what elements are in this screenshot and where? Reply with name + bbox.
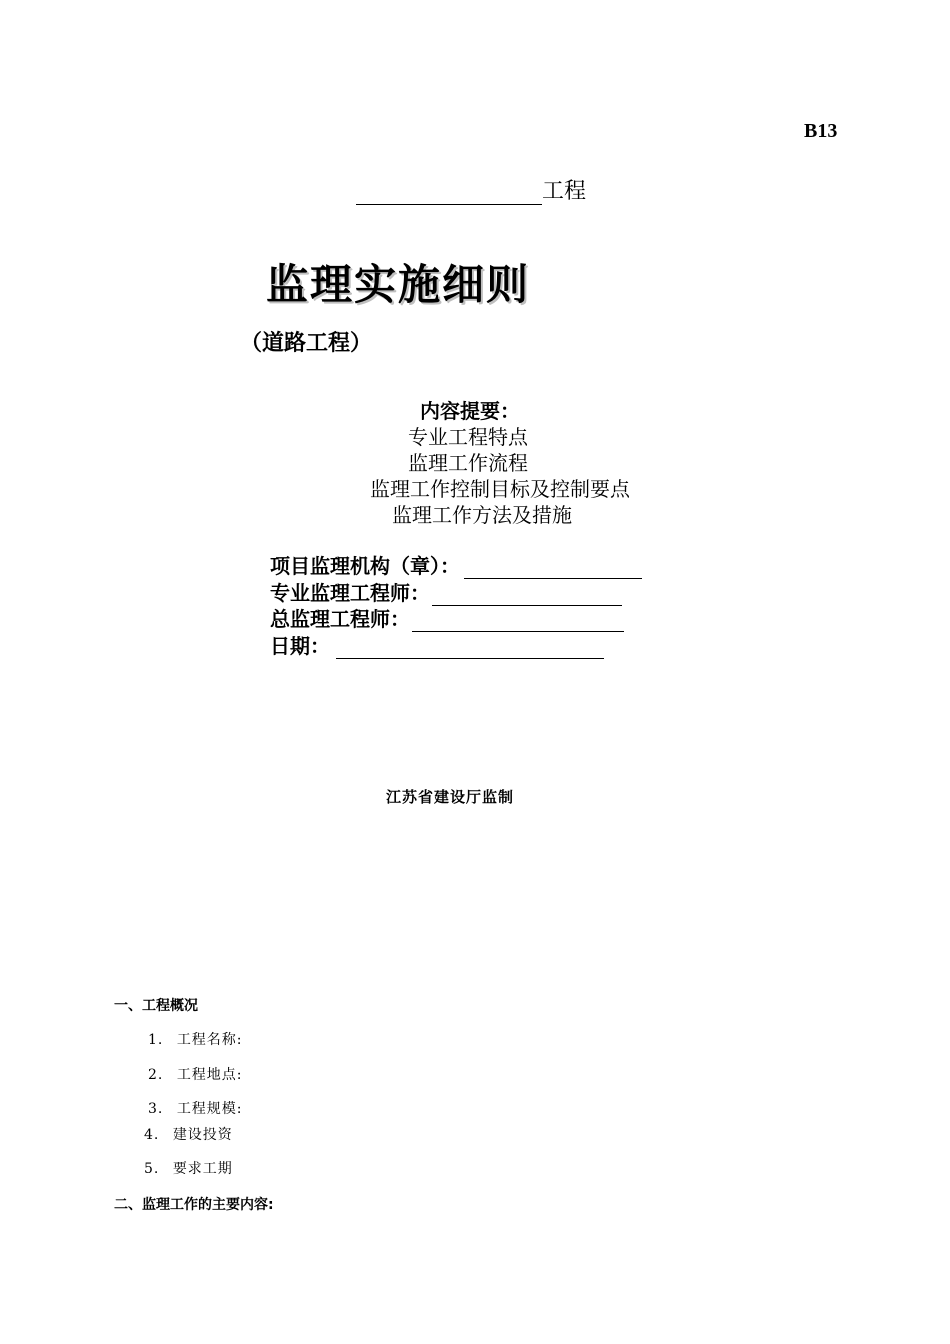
- signature-label: 项目监理机构（章）：: [270, 554, 460, 578]
- document-title: 监理实施细则: [266, 260, 531, 309]
- list-item-number: 5.: [144, 1161, 160, 1177]
- section-heading: 一、工程概况: [114, 998, 198, 1014]
- summary-item: 监理工作控制目标及控制要点: [370, 477, 630, 501]
- list-item-text: 工程规模:: [176, 1101, 243, 1117]
- project-suffix: 工程: [542, 179, 587, 204]
- project-name-line: [356, 174, 586, 205]
- signature-label: 专业监理工程师：: [270, 581, 430, 605]
- list-item-number: 1.: [148, 1032, 164, 1048]
- list-item-text: 建设投资: [172, 1127, 233, 1143]
- list-item-text: 工程名称:: [176, 1032, 243, 1048]
- signature-row-chief: [270, 603, 624, 632]
- signature-line: [412, 609, 624, 632]
- summary-heading: 内容提要：: [420, 399, 520, 423]
- signature-label: 总监理工程师：: [270, 607, 410, 631]
- list-item: [148, 1064, 243, 1084]
- list-item-number: 3.: [148, 1101, 164, 1117]
- summary-item: 监理工作方法及措施: [392, 503, 572, 527]
- signature-label: 日期：: [270, 634, 330, 658]
- signature-row-agency: [270, 550, 642, 579]
- list-item-text: 要求工期: [172, 1161, 233, 1177]
- list-item: [148, 1098, 243, 1118]
- list-item: [144, 1124, 233, 1144]
- section-heading: 二、监理工作的主要内容:: [114, 1197, 274, 1213]
- list-item: [144, 1158, 233, 1178]
- signature-line: [464, 556, 642, 579]
- document-subtitle: （道路工程）: [240, 331, 373, 356]
- list-item-text: 工程地点:: [176, 1067, 243, 1083]
- list-item-number: 2.: [148, 1067, 164, 1083]
- signature-row-specialist: [270, 577, 622, 606]
- summary-item: 监理工作流程: [408, 451, 528, 475]
- list-item-number: 4.: [144, 1127, 160, 1143]
- document-code: B13: [804, 120, 838, 142]
- summary-item: 专业工程特点: [408, 425, 528, 449]
- issuer-text: 江苏省建设厅监制: [386, 788, 515, 806]
- project-name-blank: [356, 178, 542, 205]
- list-item: [148, 1029, 243, 1049]
- signature-line: [336, 636, 604, 659]
- signature-row-date: [270, 630, 604, 659]
